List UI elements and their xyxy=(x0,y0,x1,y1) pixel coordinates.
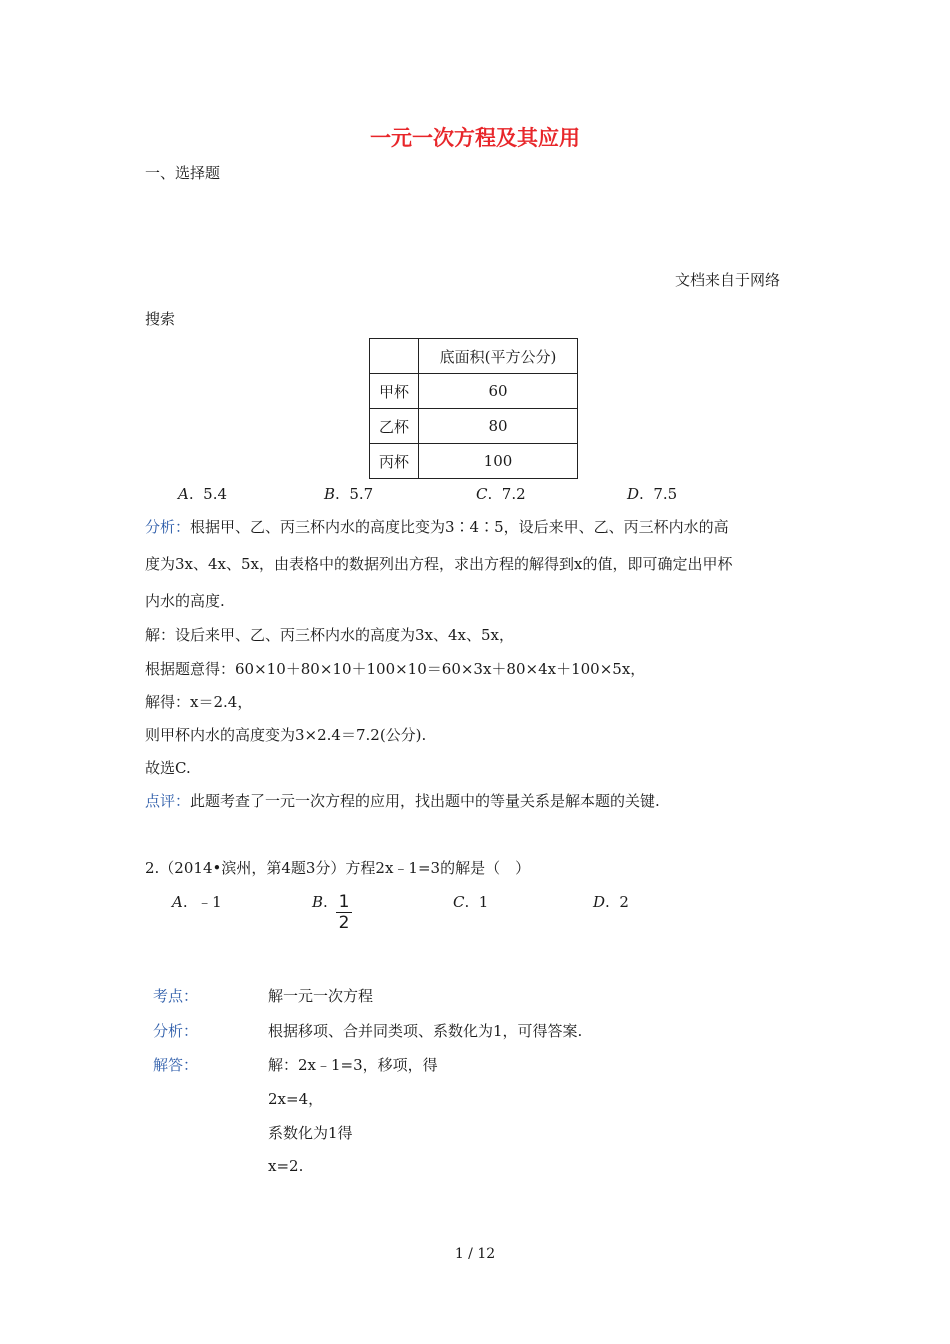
table-row xyxy=(370,444,578,479)
option-text: 1 xyxy=(478,893,489,911)
option-text: 5.7 xyxy=(349,485,374,503)
option-text: 7.5 xyxy=(653,485,678,503)
q2-option-a: A. ﹣1 xyxy=(172,893,222,911)
fraction-one-half xyxy=(334,893,354,932)
cup-area-table xyxy=(369,338,578,479)
option-letter: B xyxy=(324,485,336,503)
analysis-line-3: 内水的高度. xyxy=(145,592,225,610)
q2-option-b: B. xyxy=(312,893,328,911)
option-text: 7.2 xyxy=(501,485,526,503)
page-number: 1 / 12 xyxy=(454,1246,496,1262)
table-cell: 甲杯 xyxy=(370,374,419,409)
option-letter: D xyxy=(593,893,606,911)
option-letter: C xyxy=(476,485,488,503)
comment-label: 点评： xyxy=(145,792,191,810)
option-text: 5.4 xyxy=(203,485,228,503)
fenxi-label: 分析： xyxy=(153,1022,199,1040)
table-cell: 80 xyxy=(419,409,578,444)
option-a: A. 5.4 xyxy=(178,485,228,503)
solution-line-4: 则甲杯内水的高度变为3×2.4＝7.2(公分). xyxy=(145,726,427,744)
jieda-line-2: 2x=4， xyxy=(268,1090,324,1108)
comment-text: 此题考查了一元一次方程的应用，找出题中的等量关系是解本题的关键. xyxy=(190,792,660,810)
option-b: B. 5.7 xyxy=(324,485,374,503)
kaodian-label: 考点： xyxy=(153,987,199,1005)
solution-line-2: 根据题意得：60×10＋80×10＋100×10＝60×3x＋80×4x＋100×5x， xyxy=(145,660,646,678)
kaodian-text: 解一元一次方程 xyxy=(268,987,374,1005)
fraction-denominator: 2 xyxy=(338,913,350,933)
jieda-line-3: 系数化为1得 xyxy=(268,1124,353,1142)
table-cell: 乙杯 xyxy=(370,409,419,444)
search-word: 搜索 xyxy=(145,310,176,328)
table-row xyxy=(370,409,578,444)
jieda-line-1: 解：2x﹣1=3，移项，得 xyxy=(268,1056,438,1074)
solution-line-1: 解：设后来甲、乙、丙三杯内水的高度为3x、4x、5x， xyxy=(145,626,515,644)
table-cell: 100 xyxy=(419,444,578,479)
option-text: 2 xyxy=(619,893,629,911)
option-letter: A xyxy=(178,485,189,503)
q2-option-d: D. 2 xyxy=(593,893,629,911)
option-c: C. 7.2 xyxy=(476,485,526,503)
section-heading: 一、选择题 xyxy=(145,164,221,182)
solution-line-3: 解得：x＝2.4， xyxy=(145,693,253,711)
option-text: ﹣1 xyxy=(197,893,222,911)
document-title: 一元一次方程及其应用 xyxy=(370,125,580,150)
jieda-label: 解答： xyxy=(153,1056,199,1074)
fenxi-text: 根据移项、合并同类项、系数化为1，可得答案. xyxy=(268,1022,583,1040)
option-letter: C xyxy=(453,893,465,911)
analysis-text: 根据甲、乙、丙三杯内水的高度比变为3∶4∶5，设后来甲、乙、丙三杯内水的高 xyxy=(190,518,729,536)
question-2-stem: 2.（2014•滨州，第4题3分）方程2x﹣1=3的解是（ ） xyxy=(145,859,531,877)
table-cell xyxy=(370,339,419,374)
option-letter: B xyxy=(312,893,324,911)
source-note: 文档来自于网络 xyxy=(675,271,781,289)
table-cell: 丙杯 xyxy=(370,444,419,479)
analysis-line-1 xyxy=(145,517,729,537)
fraction-numerator: 1 xyxy=(338,892,350,912)
analysis-label: 分析： xyxy=(145,518,191,536)
table-row xyxy=(370,339,578,374)
option-letter: A xyxy=(172,893,183,911)
q2-option-c: C. 1 xyxy=(453,893,489,911)
option-d: D. 7.5 xyxy=(627,485,678,503)
comment-line xyxy=(145,791,660,811)
jieda-line-4: x=2. xyxy=(268,1157,304,1175)
table-cell: 60 xyxy=(419,374,578,409)
solution-line-5: 故选C. xyxy=(145,759,191,777)
option-letter: D xyxy=(627,485,640,503)
table-row xyxy=(370,374,578,409)
table-header-cell: 底面积(平方公分) xyxy=(419,339,578,374)
analysis-line-2: 度为3x、4x、5x，由表格中的数据列出方程，求出方程的解得到x的值，即可确定出甲杯 xyxy=(145,555,733,573)
